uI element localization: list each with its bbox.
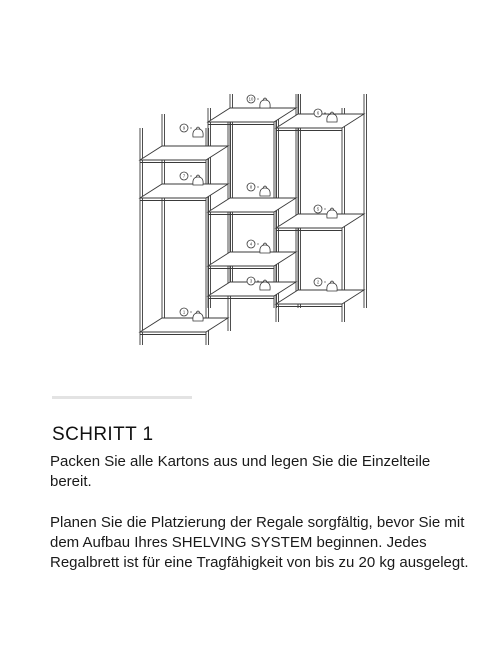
weight-bag-icon <box>327 210 337 218</box>
shelf-board <box>140 184 228 198</box>
shelf-board <box>208 108 296 122</box>
weight-bag-icon <box>193 177 203 185</box>
shelf-board <box>276 214 364 228</box>
shelf-board <box>208 252 296 266</box>
shelf-board <box>140 146 228 160</box>
shelf-board <box>208 198 296 212</box>
shelving-illustration <box>120 85 380 360</box>
weight-bag-icon <box>260 245 270 253</box>
shelf-number: 8 <box>249 184 253 190</box>
shelf-board <box>276 290 364 304</box>
shelf-board <box>140 318 228 332</box>
weight-bag-icon <box>260 100 270 108</box>
weight-bag-icon <box>327 114 337 122</box>
weight-bag-icon <box>260 282 270 290</box>
section-divider <box>52 396 192 399</box>
shelf-number: 2 <box>316 279 320 285</box>
shelf-number: 1 <box>182 309 186 315</box>
shelf-number: 5 <box>316 206 320 212</box>
weight-bag-icon <box>193 129 203 137</box>
weight-bag-icon <box>260 188 270 196</box>
step-instruction-1: Packen Sie alle Kartons aus und legen Sie die Einzelteile bereit. <box>50 453 431 490</box>
step-instruction-2: Planen Sie die Platzierung der Regale sorgfältig, bevor Sie mit dem Aufbau Ihres SHELVING SYSTEM beginnen. Jedes Regalbrett ist für eine Tragfähigkeit von bis zu 20 kg ausgelegt. <box>50 514 469 571</box>
shelf-number: 6 <box>316 110 320 116</box>
step-title: SCHRITT 1 <box>52 424 154 445</box>
weight-bag-icon <box>193 313 203 321</box>
shelf-number: 7 <box>182 173 186 179</box>
shelf-number: 4 <box>249 241 253 247</box>
shelf-number: 3 <box>249 278 253 284</box>
weight-bag-icon <box>327 283 337 291</box>
shelf-number: 10 <box>248 96 254 102</box>
shelf-number: 9 <box>182 125 186 131</box>
